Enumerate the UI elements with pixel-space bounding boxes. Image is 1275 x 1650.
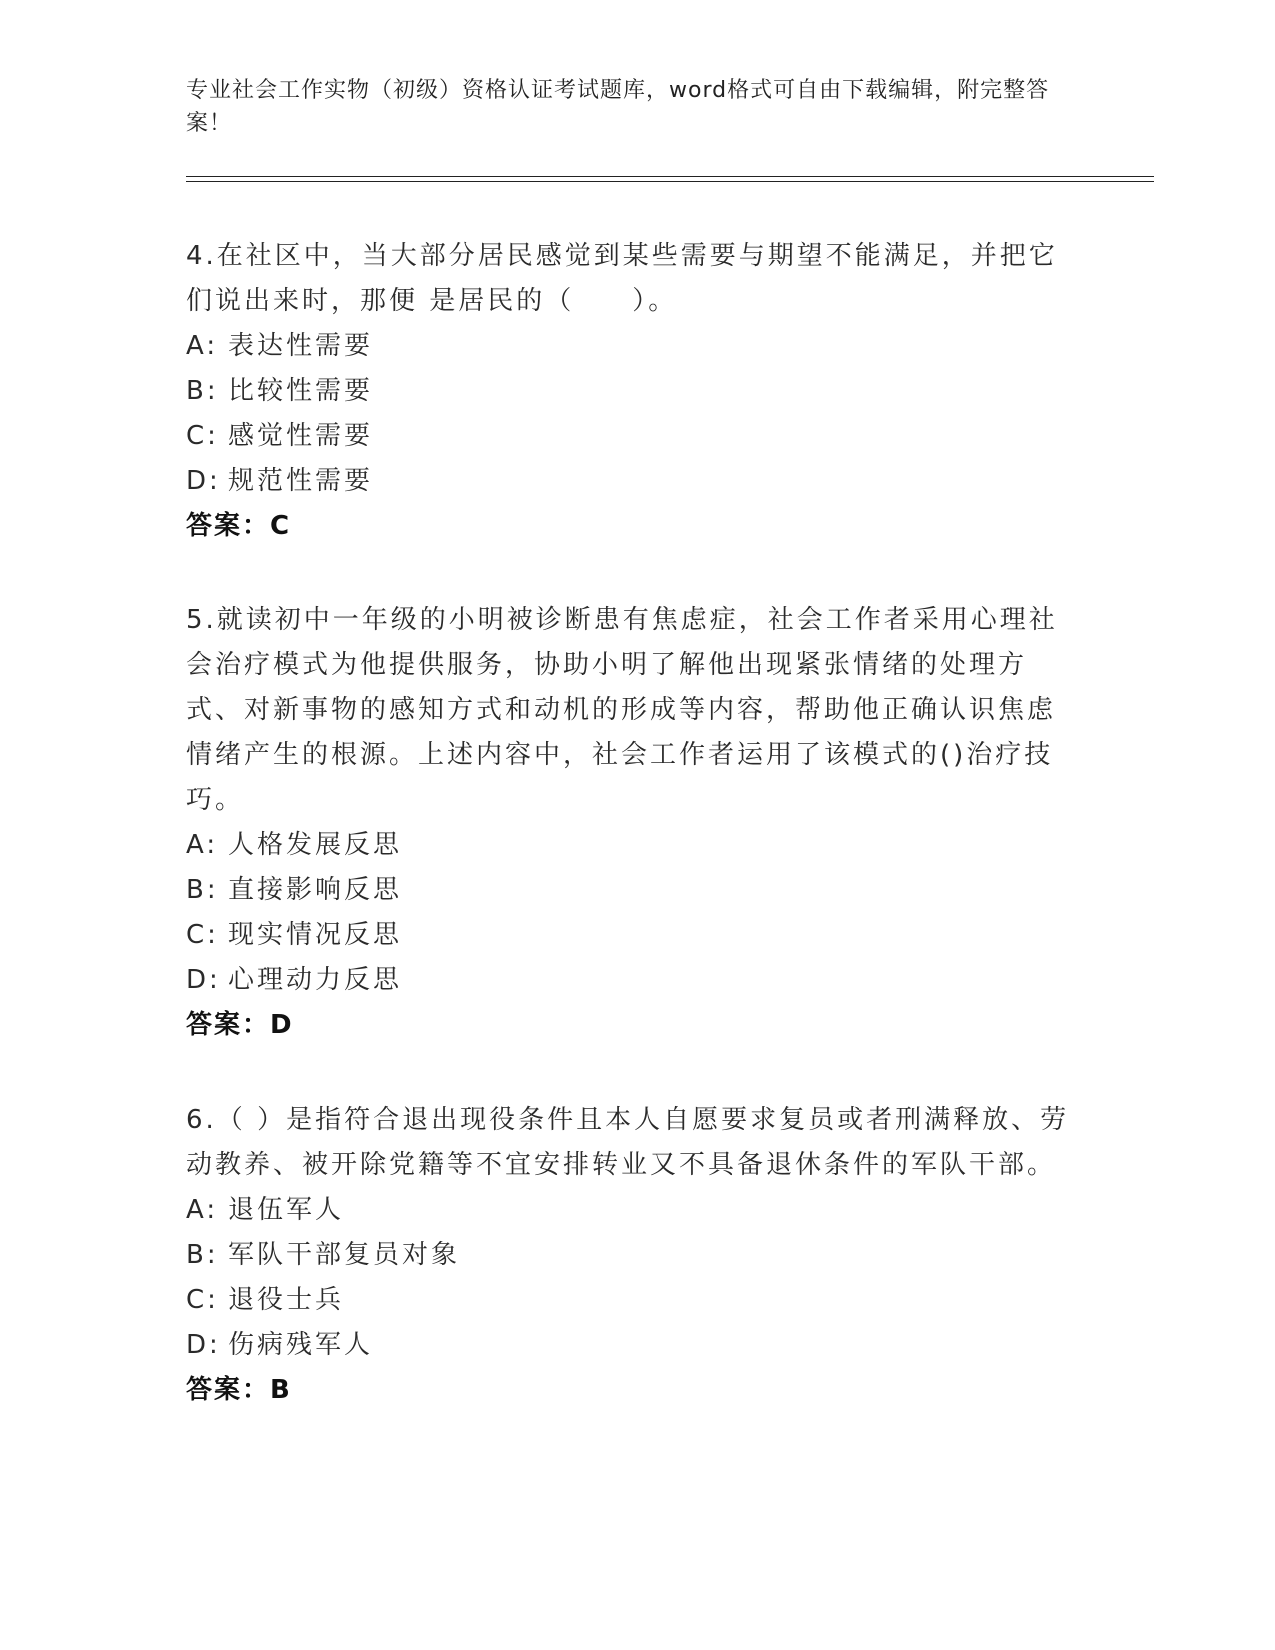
option-a (186, 823, 1076, 868)
question-stem: 5.就读初中一年级的小明被诊断患有焦虑症，社会工作者采用心理社会治疗模式为他提供服务，协助小明了解他出现紧张情绪的处理方式、对新事物的感知方式和动机的形成等内容，帮助他正确认识焦虑情绪产生的根源。上述内容中，社会工作者运用了该模式的()治疗技巧。 (186, 605, 1058, 815)
option-key: C: (186, 1285, 219, 1315)
question-4 (186, 234, 1076, 549)
option-d (186, 958, 1076, 1003)
question-6 (186, 1098, 1076, 1413)
option-key: C: (186, 920, 219, 950)
option-key: D: (186, 1330, 221, 1360)
option-text: 退伍军人 (228, 1195, 345, 1225)
option-d (186, 459, 1076, 504)
header-divider-bottom (186, 181, 1154, 182)
option-a (186, 1188, 1076, 1233)
option-list (186, 823, 1076, 1003)
option-b (186, 1233, 1076, 1278)
option-text: 伤病残军人 (228, 1330, 374, 1360)
option-text: 表达性需要 (228, 331, 374, 361)
question-5 (186, 598, 1076, 1048)
option-text: 规范性需要 (228, 466, 374, 496)
option-c (186, 1278, 1076, 1323)
option-key: B: (186, 1240, 219, 1270)
header-divider-top (186, 176, 1154, 177)
document-header: 专业社会工作实物（初级）资格认证考试题库，word格式可自由下载编辑，附完整答案！ (186, 78, 1050, 136)
option-key: C: (186, 421, 219, 451)
answer-line: 答案：C (186, 511, 292, 541)
option-key: D: (186, 466, 221, 496)
option-key: A: (186, 830, 219, 860)
question-stem: 4.在社区中，当大部分居民感觉到某些需要与期望不能满足，并把它们说出来时，那便 是居民的（ ）。 (186, 241, 1058, 316)
option-key: A: (186, 1195, 219, 1225)
option-list (186, 324, 1076, 504)
option-c (186, 414, 1076, 459)
option-list (186, 1188, 1076, 1368)
option-text: 退役士兵 (228, 1285, 345, 1315)
question-stem: 6.（ ）是指符合退出现役条件且本人自愿要求复员或者刑满释放、劳动教养、被开除党籍等不宜安排转业又不具备退休条件的军队干部。 (186, 1105, 1070, 1180)
option-text: 心理动力反思 (228, 965, 403, 995)
option-c (186, 913, 1076, 958)
option-key: D: (186, 965, 221, 995)
option-d (186, 1323, 1076, 1368)
option-b (186, 868, 1076, 913)
option-text: 现实情况反思 (228, 920, 403, 950)
option-a (186, 324, 1076, 369)
option-b (186, 369, 1076, 414)
answer-line: 答案：B (186, 1375, 292, 1405)
option-key: B: (186, 875, 219, 905)
option-text: 直接影响反思 (228, 875, 403, 905)
option-key: A: (186, 331, 219, 361)
option-text: 感觉性需要 (228, 421, 374, 451)
option-text: 人格发展反思 (228, 830, 403, 860)
option-key: B: (186, 376, 219, 406)
option-text: 比较性需要 (228, 376, 374, 406)
answer-line: 答案：D (186, 1010, 294, 1040)
option-text: 军队干部复员对象 (228, 1240, 461, 1270)
